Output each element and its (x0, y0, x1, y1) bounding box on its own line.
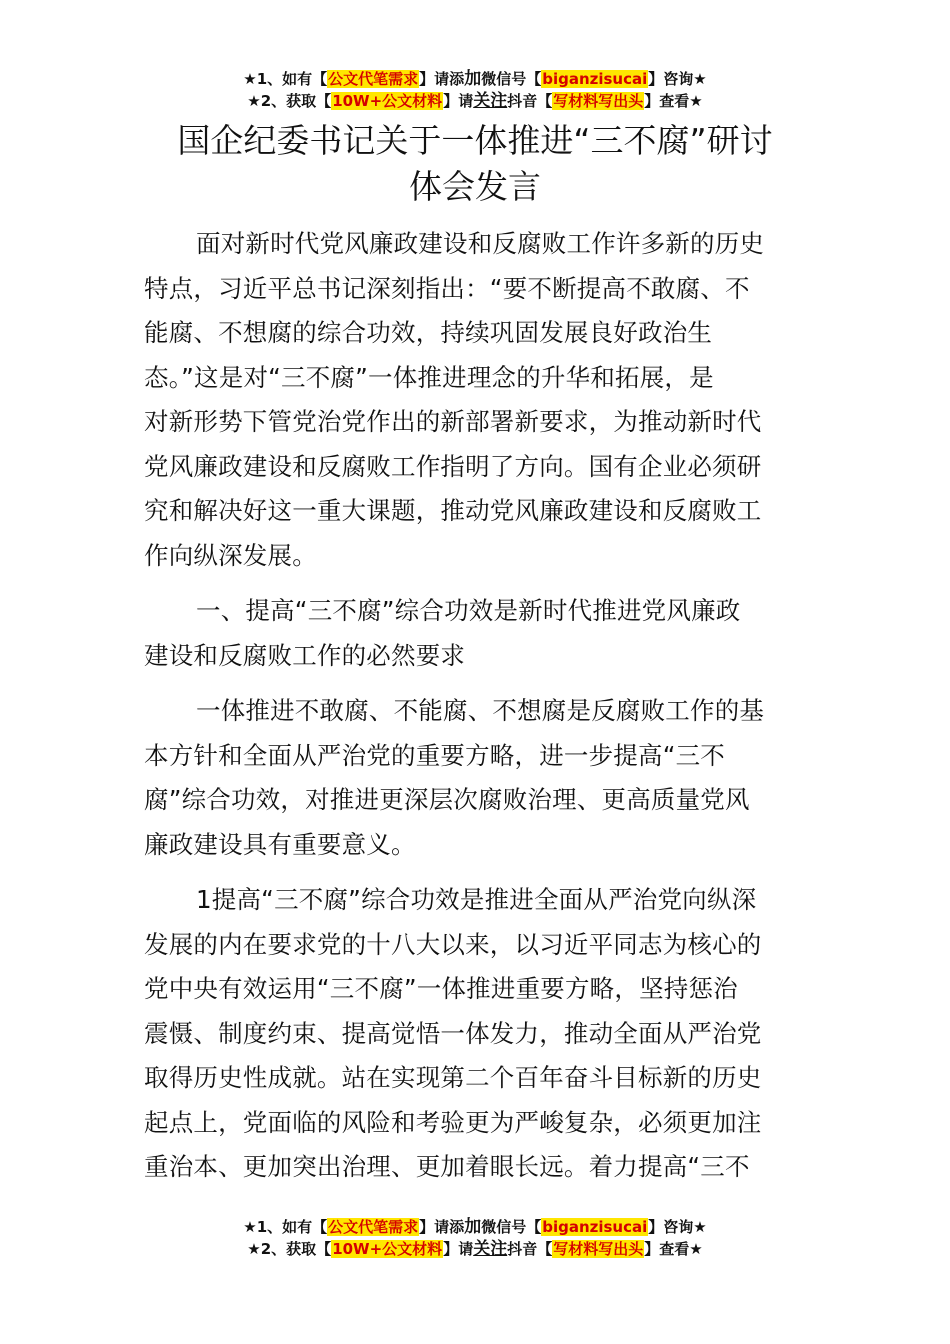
banner-text: 关注 (473, 91, 508, 111)
highlight-wechat-id: biganzisucai (542, 1218, 648, 1236)
text-line: 党中央有效运用“三不腐”一体推进重要方略，坚持惩治 (144, 974, 738, 1003)
title-line: 国企纪委书记关于一体推进“三不腐”研讨 (177, 121, 773, 160)
text-line: 一、提高“三不腐”综合功效是新时代推进党风廉政 (196, 596, 741, 625)
text-line: 重治本、更加突出治理、更加着眼长远。着力提高“三不 (144, 1152, 750, 1181)
paragraph-section-1 (144, 689, 806, 867)
banner-text: ★1、如有【 (243, 70, 328, 88)
text-line: 1提高“三不腐”综合功效是推进全面从严治党向纵深 (196, 885, 757, 914)
text-line: 究和解决好这一重大课题，推动党风廉政建设和反腐败工 (144, 496, 762, 525)
banner-line-2 (0, 1238, 950, 1260)
text-line: 对新形势下管党治党作出的新部署新要求，为推动新时代 (144, 407, 762, 436)
paragraph-point-1 (144, 878, 806, 1190)
banner-text: ★1、如有【 (243, 1218, 328, 1236)
highlight-service: 公文代笔需求 (328, 1218, 419, 1236)
banner-text: 】查看★ (644, 1240, 703, 1258)
text-line: 党风廉政建设和反腐败工作指明了方向。国有企业必须研 (144, 451, 762, 481)
title-line: 体会发言 (409, 167, 541, 206)
highlight-materials: 10W+公文材料 (332, 92, 443, 110)
banner-text: 】查看★ (644, 92, 703, 110)
text-line: 发展的内在要求党的十八大以来，以习近平同志为核心的 (144, 929, 762, 959)
text-line: 建设和反腐败工作的必然要求 (144, 640, 466, 670)
banner-text: 】请添 (419, 70, 465, 88)
text-line: 面对新时代党风廉政建设和反腐败工作许多新的历史 (196, 229, 765, 258)
banner-text: 】请 (443, 1240, 474, 1258)
text-line: 能腐、不想腐的综合功效，持续巩固发展良好政治生 (144, 318, 713, 347)
text-line: 一体推进不敢腐、不能腐、不想腐是反腐败工作的基 (196, 696, 765, 725)
banner-text: 】请添 (419, 1218, 465, 1236)
text-line: 特点，习近平总书记深刻指出：“要不断提高不敢腐、不 (144, 273, 750, 303)
text-line: 廉政建设具有重要意义。 (144, 829, 416, 859)
banner-text: 加 (464, 69, 482, 89)
banner-text: 微信号【 (481, 1218, 542, 1236)
banner-text: 抖音【 (507, 92, 553, 110)
banner-text: 】请 (443, 92, 474, 110)
banner-text: ★2、获取【 (247, 1240, 332, 1258)
highlight-service: 公文代笔需求 (328, 70, 419, 88)
banner-line-1 (0, 1216, 950, 1238)
banner-text: 】咨询★ (648, 1218, 707, 1236)
highlight-materials: 10W+公文材料 (332, 1240, 443, 1258)
banner-text: ★2、获取【 (247, 92, 332, 110)
section-heading-1 (144, 589, 806, 678)
top-banner (0, 68, 950, 112)
highlight-douyin: 写材料写出头 (553, 92, 644, 110)
text-line: 作向纵深发展。 (144, 540, 317, 570)
text-line: 取得历史性成就。站在实现第二个百年奋斗目标新的历史 (144, 1063, 762, 1092)
bottom-banner (0, 1216, 950, 1260)
banner-text: 加 (464, 1217, 482, 1237)
highlight-wechat-id: biganzisucai (542, 70, 648, 88)
document-body (144, 222, 806, 1190)
text-line: 震慑、制度约束、提高觉悟一体发力，推动全面从严治党 (144, 1018, 762, 1048)
text-line: 起点上，党面临的风险和考验更为严峻复杂，必须更加注 (144, 1107, 762, 1137)
banner-text: 抖音【 (507, 1240, 553, 1258)
banner-text: 】咨询★ (648, 70, 707, 88)
banner-text: 微信号【 (481, 70, 542, 88)
text-line: 态。”这是对“三不腐”一体推进理念的升华和拓展，是 (144, 362, 714, 392)
document-title (140, 118, 810, 210)
banner-text: 关注 (473, 1239, 508, 1259)
banner-line-1 (0, 68, 950, 90)
text-line: 本方针和全面从严治党的重要方略，进一步提高“三不 (144, 740, 725, 770)
highlight-douyin: 写材料写出头 (553, 1240, 644, 1258)
paragraph-intro (144, 222, 806, 578)
text-line: 腐”综合功效，对推进更深层次腐败治理、更高质量党风 (144, 785, 750, 814)
banner-line-2 (0, 90, 950, 112)
